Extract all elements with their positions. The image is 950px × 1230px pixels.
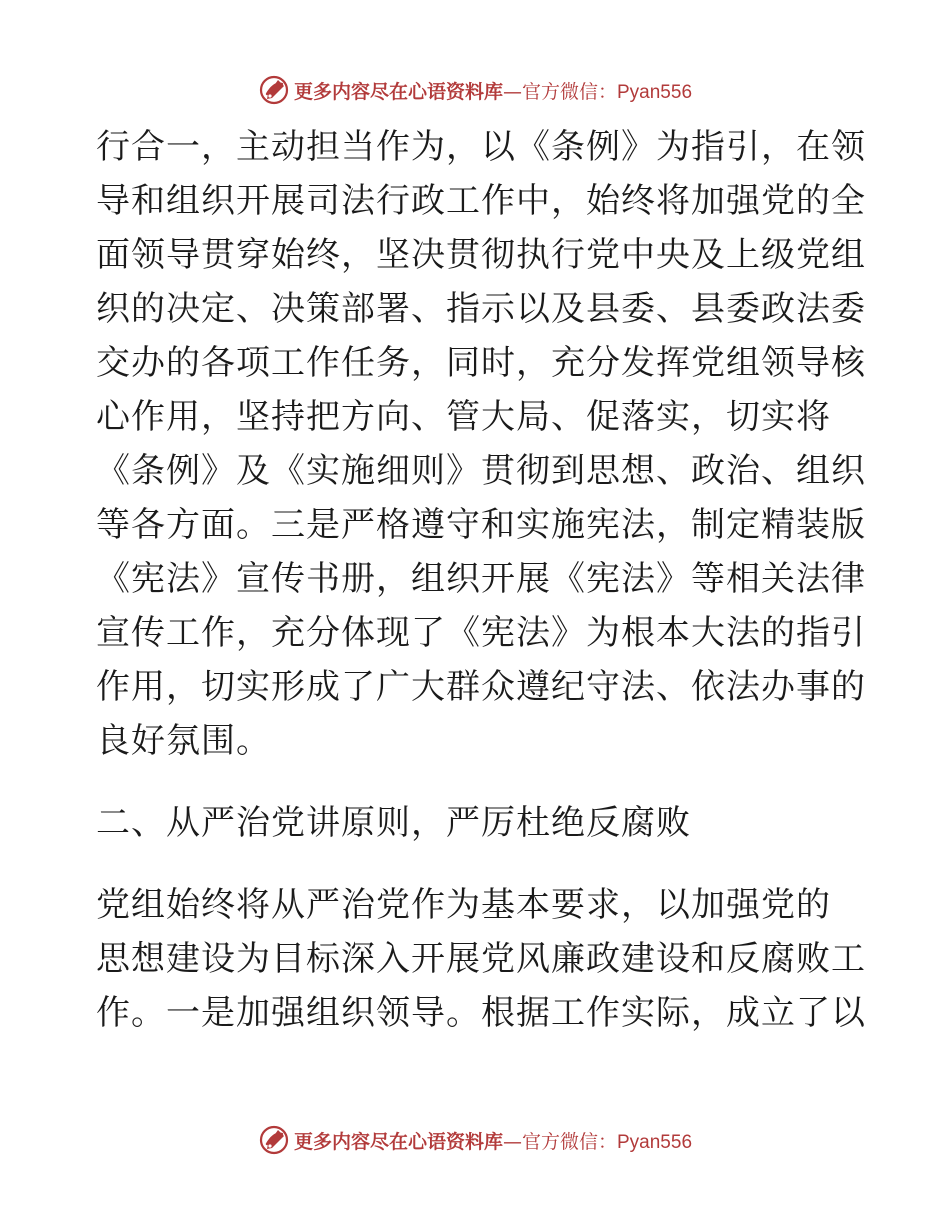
- text-line: 面领导贯穿始终，坚决贯彻执行党中央及上级党组: [96, 235, 866, 275]
- text-line: 导和组织开展司法行政工作中，始终将加强党的全: [96, 181, 866, 221]
- watermark-text: [294, 77, 692, 104]
- watermark-official: 官方微信：: [521, 80, 617, 103]
- watermark-official: 官方微信：: [521, 1130, 617, 1153]
- watermark-id: Pyan556: [617, 1131, 693, 1153]
- header-watermark: [0, 70, 950, 110]
- text-line: 织的决定、决策部署、指示以及县委、县委政法委: [96, 289, 866, 329]
- watermark-main: 更多内容尽在心语资料库: [293, 80, 503, 103]
- paragraph-1: [96, 120, 866, 768]
- text-line: 《宪法》宣传书册，组织开展《宪法》等相关法律: [96, 559, 866, 599]
- watermark-main: 更多内容尽在心语资料库: [293, 1130, 503, 1153]
- brand-logo-icon: [258, 74, 290, 106]
- footer-watermark: [0, 1120, 950, 1160]
- watermark-id: Pyan556: [617, 81, 693, 103]
- watermark-dash: —: [502, 80, 522, 103]
- section-heading: 二、从严治党讲原则，严厉杜绝反腐败: [96, 803, 691, 843]
- text-line: 交办的各项工作任务，同时，充分发挥党组领导核: [96, 343, 866, 383]
- text-line: 宣传工作，充分体现了《宪法》为根本大法的指引: [96, 613, 866, 653]
- document-body: [96, 120, 866, 1040]
- text-line: 思想建设为目标深入开展党风廉政建设和反腐败工: [96, 939, 866, 979]
- text-line: 良好氛围。: [96, 721, 271, 761]
- brand-logo-icon: [258, 1124, 290, 1156]
- watermark-dash: —: [502, 1130, 522, 1153]
- text-line: 作用，切实形成了广大群众遵纪守法、依法办事的: [96, 667, 866, 707]
- text-line: 作。一是加强组织领导。根据工作实际，成立了以: [96, 993, 866, 1033]
- text-line: 心作用，坚持把方向、管大局、促落实，切实将: [96, 397, 831, 437]
- text-line: 行合一，主动担当作为，以《条例》为指引，在领: [96, 127, 866, 167]
- paragraph-2: [96, 878, 866, 1040]
- paragraph-spacer: [96, 768, 856, 796]
- text-line: 《条例》及《实施细则》贯彻到思想、政治、组织: [96, 451, 866, 491]
- text-line: 等各方面。三是严格遵守和实施宪法，制定精装版: [96, 505, 866, 545]
- watermark-text: [294, 1127, 692, 1154]
- text-line: 党组始终将从严治党作为基本要求，以加强党的: [96, 885, 831, 925]
- paragraph-spacer: [96, 850, 856, 878]
